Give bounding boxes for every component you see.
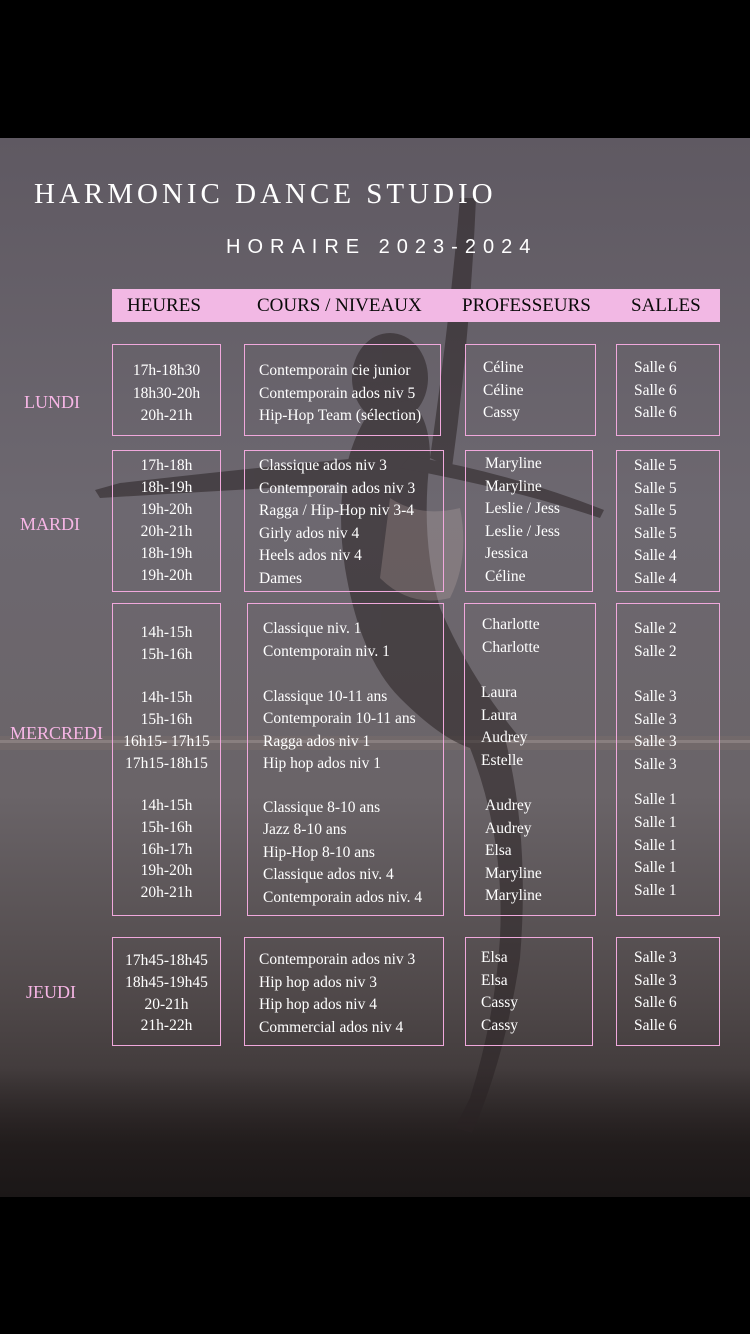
schedule-poster [0,138,750,1197]
course-name: Heels ados niv 4 [259,547,362,565]
room-name: Salle 2 [634,642,677,660]
room-name: Salle 3 [634,710,677,728]
course-name: Contemporain ados niv 3 [259,479,416,497]
time-slot: 20h-21h [140,884,193,902]
time-slot: 20-21h [144,995,189,1013]
room-name: Salle 1 [634,791,677,808]
mercredi-profs-group-1 [482,614,540,659]
room-name: Salle 5 [634,524,677,542]
room-name: Salle 3 [634,755,677,773]
jeudi-cours [259,949,415,1039]
mercredi-profs-group-3 [485,795,542,908]
time-slot: 17h-18h30 [132,362,201,379]
time-slot: 19h-20h [140,862,193,880]
time-slot: 18h30-20h [132,384,201,402]
teacher-name: Maryline [485,477,542,495]
time-slot: 14h-15h [140,624,193,641]
time-slot: 14h-15h [140,797,193,814]
teacher-name: Céline [485,567,526,585]
header-heures: HEURES [127,295,201,316]
course-name: Jazz 8-10 ans [263,821,347,839]
time-slot: 18h45-19h45 [125,973,208,991]
course-name: Hip hop ados niv 1 [263,754,381,772]
course-name: Dames [259,569,303,587]
course-name: Contemporain ados niv 5 [259,384,416,402]
teacher-name: Audrey [481,729,528,747]
room-name: Salle 1 [634,813,677,831]
course-name: Hip-Hop Team (sélection) [259,407,422,425]
time-slot: 16h-17h [140,840,193,858]
teacher-name: Céline [483,381,524,399]
room-name: Salle 6 [634,359,677,376]
mardi-profs [485,453,560,589]
course-name: Hip hop ados niv 4 [259,996,377,1014]
course-name: Ragga ados niv 1 [263,732,371,750]
room-name: Salle 6 [634,994,677,1012]
room-name: Salle 3 [634,971,677,989]
course-name: Classique ados niv 3 [259,457,387,474]
table-header [112,289,720,322]
mercredi-cours-group-2 [263,686,416,775]
course-name: Contemporain cie junior [259,362,411,379]
room-name: Salle 6 [634,404,677,422]
jeudi-heures [112,950,221,1037]
mercredi-salles-group-2 [634,686,677,776]
jeudi-profs [481,947,518,1037]
mercredi-profs-group-2 [481,682,528,772]
room-name: Salle 6 [634,1016,677,1034]
teacher-name: Maryline [485,455,542,472]
course-name: Contemporain niv. 1 [263,642,390,660]
teacher-name: Cassy [481,1016,519,1034]
teacher-name: Jessica [485,545,529,563]
teacher-name: Estelle [481,751,524,769]
room-name: Salle 4 [634,569,677,587]
room-name: Salle 4 [634,547,677,565]
time-slot: 14h-15h [140,689,193,706]
mercredi-cours-group-1 [263,618,390,663]
room-name: Salle 3 [634,733,677,751]
teacher-name: Cassy [483,404,521,422]
room-name: Salle 3 [634,688,677,705]
lundi-profs [483,357,523,425]
course-name: Classique niv. 1 [263,620,362,637]
time-slot: 17h15-18h15 [125,755,208,772]
teacher-name: Cassy [481,994,519,1012]
time-slot: 21h-22h [140,1017,193,1035]
time-slot: 15h-16h [140,646,193,663]
course-name: Hip-Hop 8-10 ans [263,843,375,861]
room-name: Salle 5 [634,502,677,520]
teacher-name: Charlotte [482,638,540,656]
time-slot: 17h-18h [140,457,193,474]
time-slot: 20h-21h [140,523,193,540]
teacher-name: Laura [481,706,518,724]
schedule-subtitle: HORAIRE 2023-2024 [226,236,538,258]
day-label-mardi: MARDI [20,514,81,534]
mercredi-salles-group-1 [634,618,677,663]
mercredi-heures-group-2 [112,687,221,775]
lundi-cours [259,360,421,428]
mardi-cours [259,455,415,591]
teacher-name: Charlotte [482,616,540,633]
course-name: Contemporain 10-11 ans [263,710,416,728]
lundi-salles [634,357,677,425]
mercredi-heures-group-3 [112,795,221,904]
course-name: Girly ados niv 4 [259,524,360,542]
teacher-name: Leslie / Jess [485,522,560,540]
time-slot: 19h-20h [140,501,193,518]
teacher-name: Laura [481,684,518,701]
room-name: Salle 6 [634,381,677,399]
header-salles: SALLES [631,295,701,316]
room-name: Salle 5 [634,479,677,497]
mercredi-cours-group-3 [263,797,422,909]
room-name: Salle 1 [634,836,677,854]
mercredi-salles-group-3 [634,789,677,903]
mardi-salles [634,455,677,591]
course-name: Commercial ados niv 4 [259,1018,404,1036]
time-slot: 16h15- 17h15 [123,733,210,750]
teacher-name: Maryline [485,887,542,905]
time-slot: 20h-21h [140,407,193,425]
room-name: Salle 3 [634,949,677,966]
teacher-name: Maryline [485,864,542,882]
time-slot: 19h-20h [140,567,193,584]
studio-title: HARMONIC DANCE STUDIO [34,178,497,210]
course-name: Classique ados niv. 4 [263,866,394,884]
course-name: Classique 8-10 ans [263,799,381,816]
teacher-name: Céline [483,359,524,376]
teacher-name: Elsa [481,949,508,966]
teacher-name: Elsa [485,842,512,860]
teacher-name: Audrey [485,797,532,814]
room-name: Salle 2 [634,620,677,637]
time-slot: 17h45-18h45 [125,952,208,969]
header-professeurs: PROFESSEURS [462,295,591,316]
time-slot: 18h-19h [140,479,193,496]
time-slot: 15h-16h [140,711,193,728]
header-cours: COURS / NIVEAUX [257,295,422,316]
jeudi-salles [634,947,677,1037]
mercredi-heures-group-1 [112,622,221,666]
course-name: Classique 10-11 ans [263,688,388,705]
day-label-jeudi: JEUDI [26,982,76,1002]
teacher-name: Leslie / Jess [485,500,560,518]
lundi-heures [112,360,221,428]
time-slot: 15h-16h [140,818,193,836]
day-label-mercredi: MERCREDI [10,723,104,743]
course-name: Contemporain ados niv 3 [259,951,416,968]
room-name: Salle 1 [634,859,677,877]
course-name: Hip hop ados niv 3 [259,973,377,991]
time-slot: 18h-19h [140,545,193,562]
teacher-name: Audrey [485,819,532,837]
course-name: Ragga / Hip-Hop niv 3-4 [259,502,414,520]
room-name: Salle 1 [634,882,677,900]
course-name: Contemporain ados niv. 4 [263,888,423,906]
teacher-name: Elsa [481,971,508,989]
day-label-lundi: LUNDI [24,392,80,412]
mardi-heures [112,455,221,587]
room-name: Salle 5 [634,457,677,474]
